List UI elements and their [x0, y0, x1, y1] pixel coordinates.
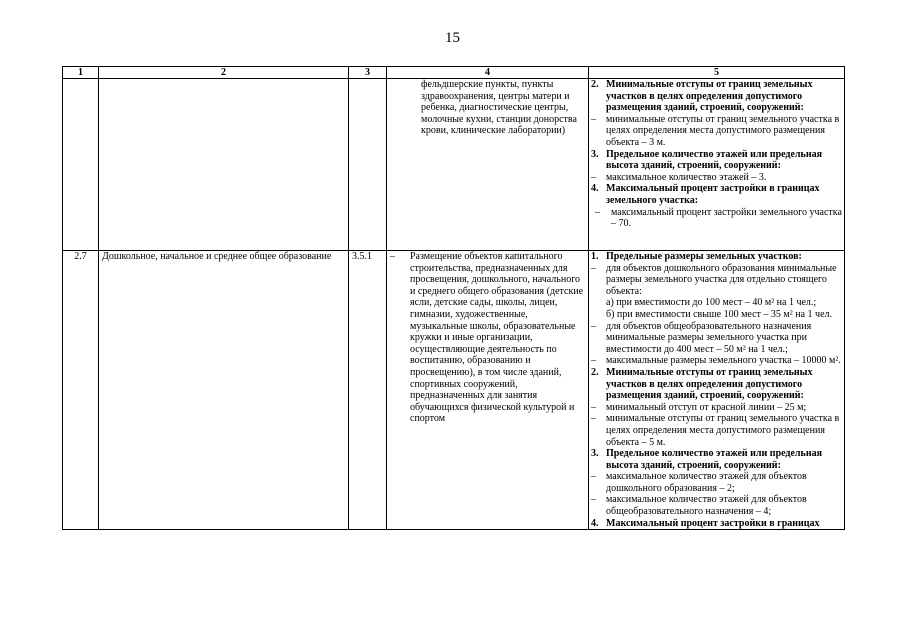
header-col-1: 1: [63, 67, 99, 79]
regulations-table: [62, 66, 845, 530]
section-heading: Предельное количество этажей или предельная высота зданий, строений, сооружений:: [606, 448, 823, 471]
row2-parameters: 1. Предельные размеры земельных участков: – для объектов дошкольного образования минимальные размеры земельного участка для отдельно стоящего объекта: а) при вместимости до 100 мест – 40 м² на 1 чел.; б) при вместимости свыше 100 мест – 35 м² на 1 чел. – для объектов общеобразовательного назначения минимальные размеры земельного участка при вместимости до 400 мест – 50 м² на 1 чел.; – максимальные размеры земельного участка – 10000 м². 2. Минимальные отступы от границ земельных участков в целях определения допустимого размещения зданий, строений, сооружений: – минимальный отступ от красной линии – 25 м; – минимальные отступы от границ земельного участка в целях определения места допустимого размещения объекта – 5 м. 3. Предельное количество этажей или предельная высота зданий, строений, сооружений: – максимальное количество этажей для объектов дошкольного образования – 2; – максимальное количество этажей для объектов общеобразовательного назначения – 4; 4. Максимальный процент застройки в границах: [589, 251, 845, 530]
page-number: 15: [445, 30, 460, 46]
section-heading: Минимальные отступы от границ земельных участков в целях определения допустимого размещения зданий, строений, сооружений:: [606, 366, 813, 402]
section-heading: Максимальный процент застройки в границах земельного участка:: [606, 183, 820, 206]
row2-code: 3.5.1: [349, 251, 387, 530]
section-heading: Предельные размеры земельных участков:: [606, 251, 802, 262]
section-heading: Минимальные отступы от границ земельных участков в целях определения допустимого размещения зданий, строений, сооружений:: [606, 79, 813, 114]
table-row: [63, 79, 845, 251]
table-row: [63, 251, 845, 530]
header-col-4: 4: [387, 67, 589, 79]
row2-zone-name: Дошкольное, начальное и среднее общее образование: [99, 251, 349, 530]
header-col-5: 5: [589, 67, 845, 79]
row1-permitted-use: фельдшерские пункты, пункты здравоохранения, центры матери и ребенка, диагностические центры, молочные кухни, станции донорства крови, клинические лаборатории): [387, 79, 589, 251]
header-row: [63, 67, 845, 79]
row2-permitted-use: – Размещение объектов капитального строительства, предназначенных для просвещения, дошкольного, начального и среднего общего образования (детские ясли, детские сады, школы, лицеи, гимназии, художественные, музыкальные школы, образовательные кружки и иные организации, осуществляющие деятельность по воспитанию, образованию и просвещению), в том числе зданий, спортивных сооружений, предназначенных для занятия обучающихся физической культурой и спортом: [387, 251, 589, 530]
row1-parameters: 2. Минимальные отступы от границ земельных участков в целях определения допустимого размещения зданий, строений, сооружений: – минимальные отступы от границ земельного участка в целях определения места допустимого размещения объекта – 3 м. 3. Предельное количество этажей или предельная высота зданий, строений, сооружений: – максимальное количество этажей – 3. 4. Максимальный процент застройки в границах земельного участка: – максимальный процент застройки земельного участка – 70.: [589, 79, 845, 251]
header-col-2: 2: [99, 67, 349, 79]
section-heading: Предельное количество этажей или предельная высота зданий, строений, сооружений:: [606, 148, 823, 172]
row2-number: 2.7: [63, 251, 99, 530]
section-heading: Максимальный процент застройки в границах: [606, 517, 820, 529]
header-col-3: 3: [349, 67, 387, 79]
